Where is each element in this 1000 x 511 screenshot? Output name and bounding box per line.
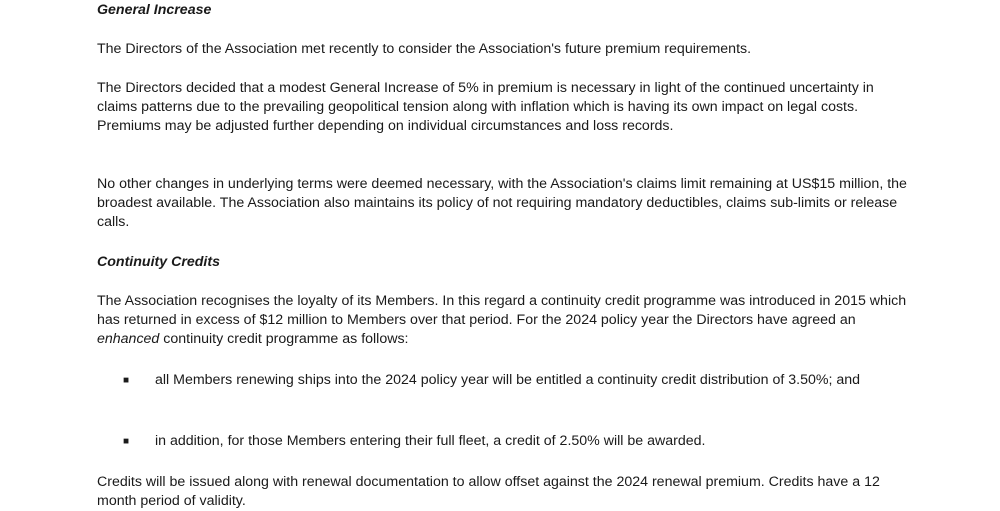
section-heading-general-increase: General Increase xyxy=(97,2,212,18)
bullet-text: in addition, for those Members entering their full fleet, a credit of 2.50% will be awarded. xyxy=(155,433,706,449)
emphasis-enhanced: enhanced xyxy=(97,331,160,347)
paragraph-underlying-terms: No other changes in underlying terms were deemed necessary, with the Association's claims limit remaining at US$15 million, the broadest available. The Association also maintains its policy of not requiring mandatory deductibles, claims sub-limits or release calls. xyxy=(97,176,907,230)
section-heading-continuity-credits: Continuity Credits xyxy=(97,254,220,270)
bullet-square-icon: ■ xyxy=(123,436,130,447)
paragraph-credits-issued: Credits will be issued along with renewal documentation to allow offset against the 2024 renewal premium. Credits have a 12 month period of validity. xyxy=(97,474,880,509)
paragraph-continuity-text-start: The Association recognises the loyalty of its Members. In this regard a continuity credit programme was introduced in 2015 which has returned in excess of $12 million to Members over that period. For the 2024 policy year the Directors have agreed an xyxy=(97,293,907,328)
paragraph-directors-met: The Directors of the Association met recently to consider the Association's future premium requirements. xyxy=(97,41,752,57)
paragraph-continuity-text-end: continuity credit programme as follows: xyxy=(159,331,409,347)
paragraph-continuity-programme xyxy=(97,292,912,349)
list-item xyxy=(123,371,913,390)
list-item xyxy=(123,432,913,451)
paragraph-general-increase: The Directors decided that a modest General Increase of 5% in premium is necessary in light of the continued uncertainty in claims patterns due to the prevailing geopolitical tension along with inflation which is having its own impact on legal costs. Premiums may be adjusted further depending on individual circumstances and loss records. xyxy=(97,80,874,134)
bullet-square-icon: ■ xyxy=(123,375,130,386)
bullet-text: all Members renewing ships into the 2024 policy year will be entitled a continuity credit distribution of 3.50%; and xyxy=(155,372,861,388)
